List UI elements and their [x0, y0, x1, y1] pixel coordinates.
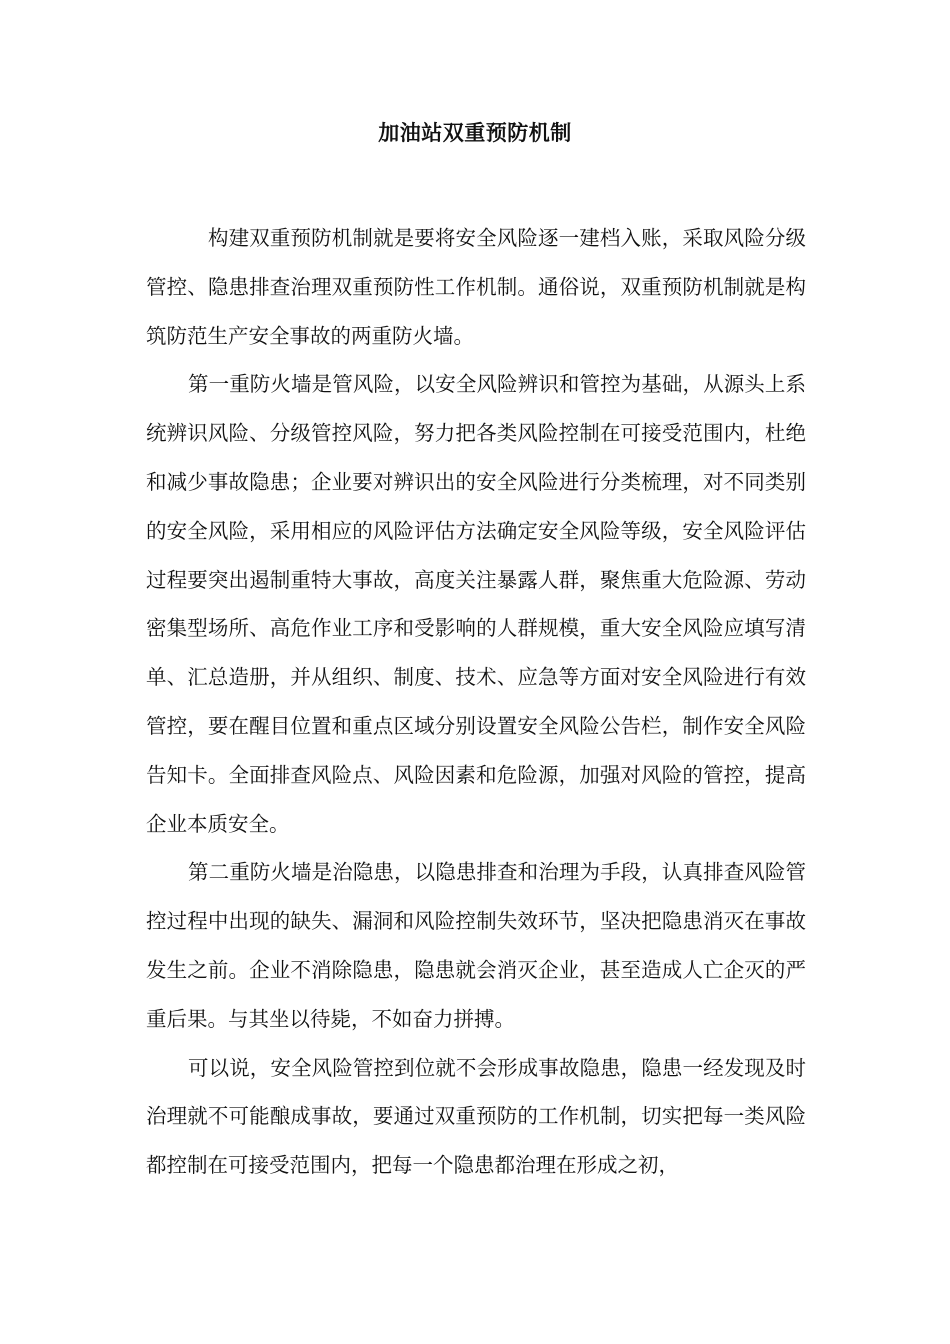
document-body — [146, 214, 806, 1190]
paragraph-intro: 构建双重预防机制就是要将安全风险逐一建档入账，采取风险分级管控、隐患排查治理双重预防性工作机制。通俗说，双重预防机制就是构筑防范生产安全事故的两重防火墙。 — [146, 226, 806, 348]
paragraph-conclusion: 可以说，安全风险管控到位就不会形成事故隐患，隐患一经发现及时治理就不可能酿成事故，要通过双重预防的工作机制，切实把每一类风险都控制在可接受范围内，把每一个隐患都治理在形成之初， — [146, 1055, 806, 1178]
paragraph-second-firewall: 第二重防火墙是治隐患，以隐患排查和治理为手段，认真排查风险管控过程中出现的缺失、漏洞和风险控制失效环节，坚决把隐患消灭在事故发生之前。企业不消除隐患，隐患就会消灭企业，甚至造成人亡企灭的严重后果。与其坐以待毙，不如奋力拼搏。 — [146, 860, 806, 1031]
document-title: 加油站双重预防机制 — [378, 121, 572, 145]
paragraph-first-firewall: 第一重防火墙是管风险，以安全风险辨识和管控为基础，从源头上系统辨识风险、分级管控风险，努力把各类风险控制在可接受范围内，杜绝和减少事故隐患；企业要对辨识出的安全风险进行分类梳理，对不同类别的安全风险，采用相应的风险评估方法确定安全风险等级，安全风险评估过程要突出遏制重特大事故，高度关注暴露人群，聚焦重大危险源、劳动密集型场所、高危作业工序和受影响的人群规模，重大安全风险应填写清单、汇总造册，并从组织、制度、技术、应急等方面对安全风险进行有效管控，要在醒目位置和重点区域分别设置安全风险公告栏，制作安全风险告知卡。全面排查风险点、风险因素和危险源，加强对风险的管控，提高企业本质安全。 — [146, 372, 806, 836]
